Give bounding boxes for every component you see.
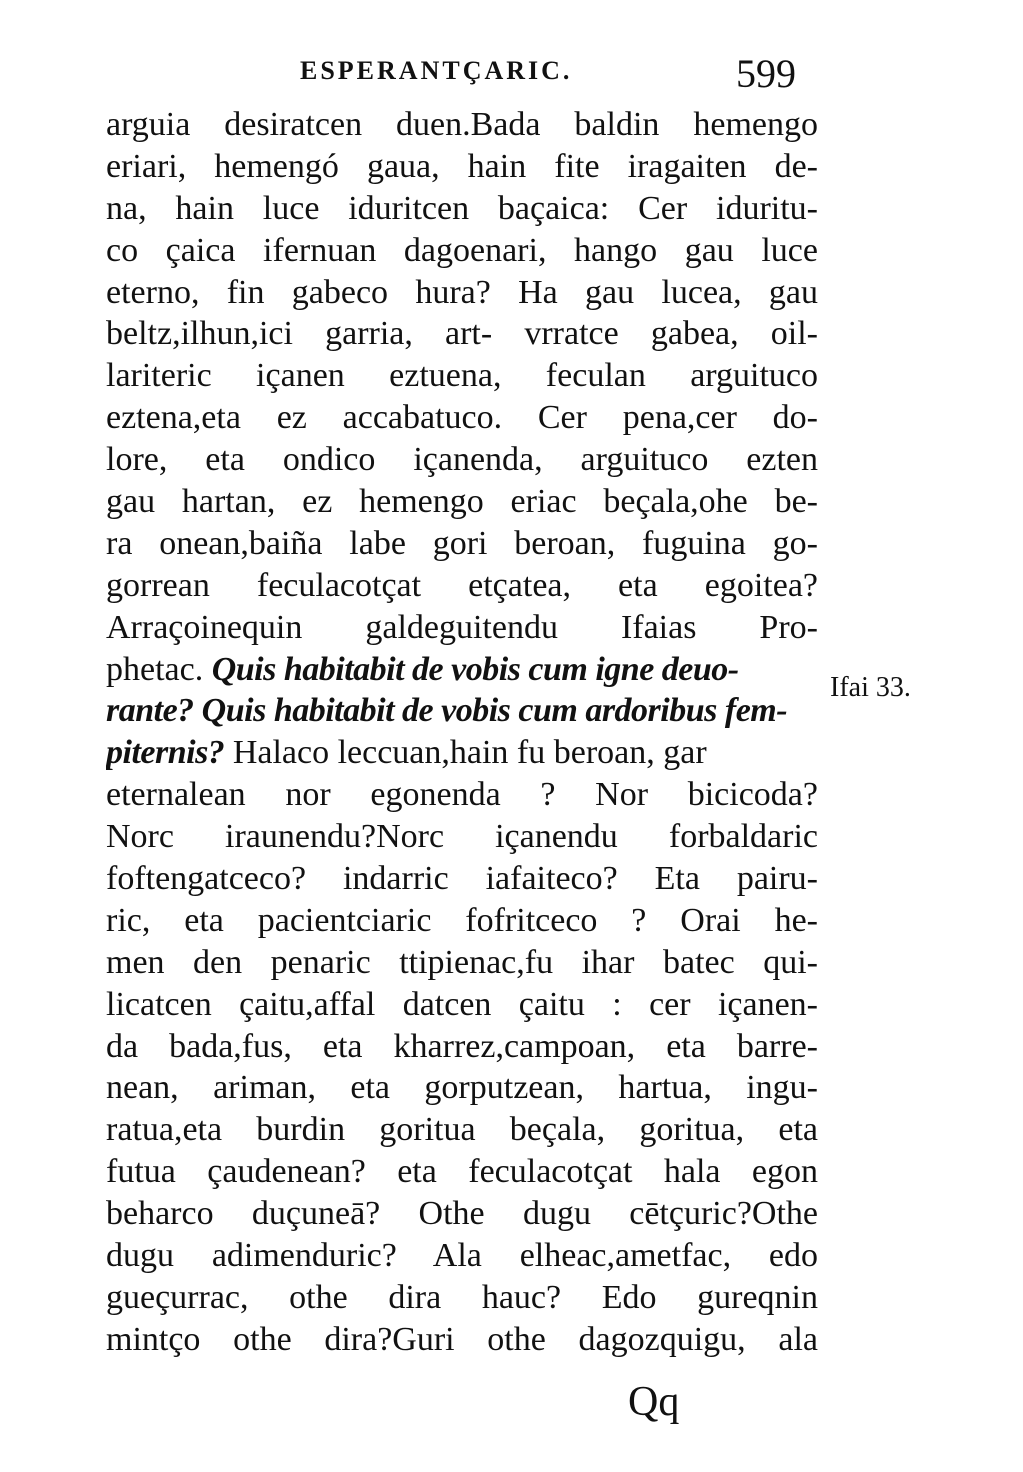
text-line: eztena,eta ez accabatuco. Cer pena,cer do- xyxy=(106,399,818,437)
running-head: ESPERANTÇARIC. xyxy=(300,56,573,85)
text-line: mintço othe dira?Guri othe dagozquigu, ala xyxy=(106,1320,818,1358)
text-line: dugu adimenduric? Ala elheac,ametfac, edo xyxy=(106,1237,818,1275)
text-line-prophet xyxy=(106,649,818,691)
text-line-latin xyxy=(106,690,818,732)
text-line: beharco duçuneā? Othe dugu cētçuric?Othe xyxy=(106,1195,818,1233)
text-line: beltz,ilhun,ici garria, art- vrratce gabea, oil- xyxy=(106,315,818,353)
text-line: da bada,fus, eta kharrez,campoan, eta barre- xyxy=(106,1027,818,1065)
body-text xyxy=(106,104,818,1361)
text-line: Arraçoinequin galdeguitendu Ifaias Pro- xyxy=(106,608,818,646)
text-line: co çaica ifernuan dagoenari, hango gau luce xyxy=(106,231,818,269)
text-line: nean, ariman, eta gorputzean, hartua, ingu- xyxy=(106,1069,818,1107)
text-line: lore, eta ondico içanenda, arguituco ezten xyxy=(106,441,818,479)
text-line: ra onean,baiña labe gori beroan, fuguina go- xyxy=(106,524,818,562)
text-line: licatcen çaitu,affal datcen çaitu : cer içanen- xyxy=(106,985,818,1023)
text-line: ric, eta pacientciaric fofritceco ? Orai he- xyxy=(106,901,818,939)
text-line: lariteric içanen eztuena, feculan arguituco xyxy=(106,357,818,395)
text-line: Norc iraunendu?Norc içanendu forbaldaric xyxy=(106,818,818,856)
latin-quotation: Quis habitabit de vobis cum igne deuo- xyxy=(211,650,739,688)
page-number: 599 xyxy=(736,51,796,96)
margin-note: Ifai 33. xyxy=(830,672,911,703)
text-line: na, hain luce iduritcen baçaica: Cer iduritu- xyxy=(106,189,818,227)
text-line: ratua,eta burdin goritua beçala, goritua, eta xyxy=(106,1111,818,1149)
latin-quotation: rante? Quis habitabit de vobis cum ardoribus fem- xyxy=(106,692,788,730)
text-line: eterno, fin gabeco hura? Ha gau lucea, gau xyxy=(106,273,818,311)
text-line: arguia desiratcen duen.Bada baldin hemengo xyxy=(106,106,818,143)
text-line: men den penaric ttipienac,fu ihar batec qui- xyxy=(106,943,818,981)
text-line: gorrean feculacotçat etçatea, eta egoitea? xyxy=(106,566,818,604)
text-line: gau hartan, ez hemengo eriac beçala,ohe be- xyxy=(106,483,818,521)
text-line: eternalean nor egonenda ? Nor bicicoda? xyxy=(106,776,818,814)
plain-text: phetac. xyxy=(106,650,204,688)
text-line: foftengatceco? indarric iafaiteco? Eta pairu- xyxy=(106,860,818,898)
text-line-mixed xyxy=(106,732,818,774)
plain-text: Halaco leccuan,hain fu beroan, gar xyxy=(232,734,707,772)
text-line: gueçurrac, othe dira hauc? Edo gureqnin xyxy=(106,1278,818,1316)
signature-mark: Qq xyxy=(628,1379,680,1425)
text-line: eriari, hemengó gaua, hain fite iragaiten de- xyxy=(106,147,818,185)
latin-quotation: piternis? xyxy=(106,734,225,772)
text-line: futua çaudenean? eta feculacotçat hala egon xyxy=(106,1153,818,1191)
